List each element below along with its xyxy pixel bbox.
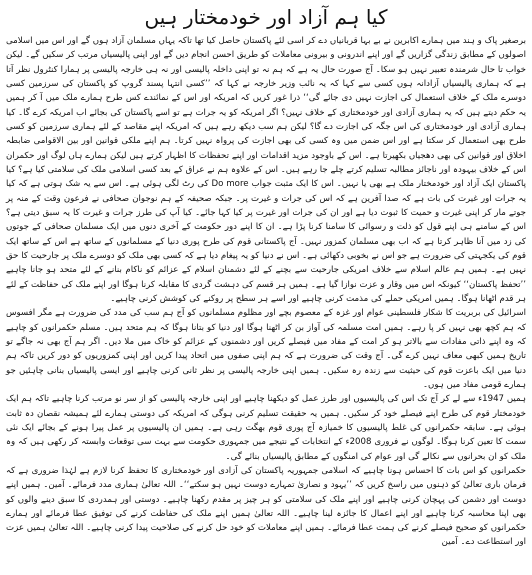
article-body <box>6 34 526 550</box>
article-paragraph-4: حکمرانوں کو اس بات کا احساس ہونا چاہیے کہ اسلامی جمہوریہ پاکستان کی آزادی اور خودمختاری کا تحفظ کرنا لازم ہے لہٰذا ضروری ہے کہ فرمان باری تعالیٰ کو ذہنوں میں راسخ کریں کہ ’’یہود و نصاریٰ تمہارے دوست نہیں ہو سکتے‘‘۔ اللہ تعالیٰ ہماری مدد فرمائے۔ آمین۔ ہمیں اپنے دوست اور دشمن کی پہچان کرنی چاہیے اور اپنے ملک کی سلامتی کو ہر چیز پر مقدم رکھنا چاہیے۔ دوستی اور ہمدردی کا سبق دینے والوں کو بھی اپنا محاسبہ کرنا چاہیے اور اپنے اعمال کا جائزہ لینا چاہیے۔ اللہ تعالیٰ ہمیں اپنے ملک کی حفاظت کرنے کی توفیق عطا فرمائے اور ہمارے حکمرانوں کو صحیح فیصلے کرنے کی ہمت عطا فرمائے۔ ہمیں اپنے معاملات کو خود حل کرنے کی صلاحیت پیدا کرنی چاہیے۔ اللہ تعالیٰ ہمیں عزت اور استطاعت دے۔ آمین <box>6 465 526 548</box>
article-title: کیا ہم آزاد اور خودمختار ہیں <box>144 5 388 29</box>
article-paragraph-3: ہمیں 1947ء سے لے کر آج تک اس کی پالیسیوں اور طرز عمل کو دیکھنا چاہیے اور اپنی خارجہ پالیسی کو از سر نو مرتب کرنا چاہیے تاکہ ہم ایک خودمختار قوم کی طرح اپنے فیصلے خود کر سکیں۔ ہمیں یہ حقیقت تسلیم کرنی ہوگی کہ امریکہ کی دوستی ہمارے لئے ہمیشہ نقصان دہ ثابت ہوئی ہے۔ سابقہ حکمرانوں کی غلط پالیسیوں کا خمیازہ آج پوری قوم بھگت رہی ہے۔ ہمیں ان پالیسیوں پر عمل پیرا ہونے کے بجائے ایک نئی سمت کا تعین کرنا ہوگا۔ لوگوں نے فروری 2008ء کے انتخابات کے نتیجے میں جمہوری حکومت سے بہت سی توقعات وابستہ کر رکھی ہیں کہ وہ ملک کو ان بحرانوں سے نکالے گی اور عوام کی امنگوں کے مطابق پالیسیاں بنائے گی۔ <box>6 394 526 462</box>
article-paragraph-1: برصغیر پاک و ہند میں ہمارے اکابرین نے بے بہا قربانیاں دے کر اسی لئے پاکستان حاصل کیا تھا تاکہ یہاں مسلمان آزاد ہوں گے اور اس میں اسلامی اصولوں کے مطابق زندگی گزاریں گے اور اپنے اندرونی و بیرونی معاملات کو طریق احسن انجام دیں گے اور اپنی پالیسیاں مرتب کر سکیں گے۔ لیکن خواب تا حال شرمندہ تعبیر نہیں ہو سکا۔ آج صورت حال یہ ہے کہ ہم نہ تو اپنی داخلہ پالیسی اور نہ ہی خارجہ پالیسی پر ہمارا کنٹرول نظر آتا ہے کہ ہماری پالیسیاں آزادانہ ہوں کسی سے کہا کہ یہ نائب وزیر خارجہ نے کہا کہ ’’کسی انتہا پسند گروپ کو پاکستان کی سرزمین کسی دوسرے ملک کے خلاف استعمال کی اجازت نہیں دی جائے گی‘‘ ذرا غور کریں کہ امریکہ اور اس کے نمائندے کس طرح ہمارے ملک میں آ کر ہمیں یہ حکم دیتے ہیں کہ یہ ہماری آزادی اور خودمختاری کے خلاف نہیں؟ اگر امریکہ کو یہ جرات ہے تو اسے پاکستان کی بجائے اب امریکہ کرے گا۔ کیا ہماری آزادی اور خودمختاری کی اس جگہ کی اجازت دے گا؟ لیکن ہم سب دیکھ رہے ہیں کہ امریکہ اپنے مقاصد کے لئے ہماری سرزمین کو کسی طرح بھی استعمال کر سکتا ہے اور اس ضمن میں وہ کسی کی بھی اجازت کی پرواہ نہیں کرتا۔ ہم اپنے ملکی قوانین اور بین الاقوامی ضابطہ اخلاق اور قوانین کی بھی دھجیاں بکھیرتا ہے۔ اس کے باوجود مزید اقدامات اور اپنے تحفظات کا اظہار کرتے ہیں لیکن ہمارے ہاں لوگ اور حکمران اس کے خلاف بیہودہ اور ناجائز مطالبہ تسلیم کرتے چلے جا رہے ہیں۔ اس کے علاوہ ہم نے عراق کے بعد کسی اسلامی ملک کی سلامتی کیا ہے؟ کیا پاکستان ایک آزاد اور خودمختار ملک ہے بھی یا نہیں۔ اس کا ایک مثبت جواب Do more کی رٹ لگی ہوئی ہے۔ اس سے یہ شک ہوتی ہے کہ کیا یہ جرات اور غیرت کی بات ہے کہ صدا آفرین ہے کہ اس کی جرات و غیرت پر۔ جبکہ صحیفہ کے ہم نوجوان صحافی نے فرعون وقت کے منہ پر جوتے مار کر اپنی غیرت و حمیت کا ثبوت دیا ہے اور ان کی جرات اور غیرت پر کیا کہا جائے۔ کیا آپ کی طرز جرات و غیرت کا یہ سبق دیتی ہے؟ اس کے سامنے ہی اپنے قول کو ذلت و رسوائی کا سامنا کرنا پڑا ہے۔ ان کا اپنے دور حکومت کے آخری دنوں میں ایک مسلمان صحافی کے جوتوں کی زد میں آنا ظاہر کرتا ہے کہ اب بھی مسلمان کمزور نہیں۔ آج پاکستانی قوم کی طرح پوری دنیا کے مسلمانوں کے ساتھ ہے اس کے ساتھ ایک قوم کی یکجہتی کی ضرورت ہے جو اس نے بخوبی دکھائی ہے۔ اس نے دنیا کو یہ پیغام دیا ہے کہ کسی بھی ملک کو دوسرے ملک پر جارحیت کا حق نہیں ہے۔ ہمیں ہم عالم اسلام سے خلاف امریکی جارحیت سے بچنے کے لئے دشمنان اسلام کے عزائم کو ناکام بنانے کے لئے متحد ہو جانا چاہیے ’’تحفظ پاکستان‘‘ کیونکہ اس میں وقار و عزت نوازا گیا ہے۔ ہمیں ہر قسم کی دہشت گردی کا مقابلہ کرنا ہوگا اور اپنے ملک کی حفاظت کے لئے ہر قدم اٹھانا ہوگا۔ ہمیں امریکی حملے کی مذمت کرنی چاہیے اور اسے ہر سطح پر روکنے کی کوشش کرنی چاہیے۔ <box>6 36 526 304</box>
article-paragraph-2: اسرائیل کی بربریت کا شکار فلسطینی عوام اور غزہ کے معصوم بچے اور مظلوم مسلمانوں کو آج ہم سب کی مدد کی ضرورت ہے مگر افسوس کہ ہم کچھ بھی نہیں کر پا رہے۔ ہمیں امت مسلمہ کی آواز بن کر اٹھنا ہوگا اور دنیا کو بتانا ہوگا کہ ہم متحد ہیں۔ مسلم حکمرانوں کو چاہیے کہ وہ اپنے ذاتی مفادات سے بالاتر ہو کر امت کے مفاد میں فیصلے کریں اور دشمنوں کے عزائم کو خاک میں ملا دیں۔ اگر ہم آج بھی نہ جاگے تو تاریخ ہمیں کبھی معاف نہیں کرے گی۔ آج وقت کی ضرورت ہے کہ ہم اپنی صفوں میں اتحاد پیدا کریں اور اپنی کمزوریوں کو دور کریں تاکہ ہم دنیا میں ایک باعزت قوم کی حیثیت سے زندہ رہ سکیں۔ ہمیں اپنی خارجہ پالیسی پر نظر ثانی کرنی چاہیے اور ایسی پالیسیاں بنانی چاہئیں جو ہمارے قومی مفاد میں ہوں۔ <box>6 308 526 390</box>
